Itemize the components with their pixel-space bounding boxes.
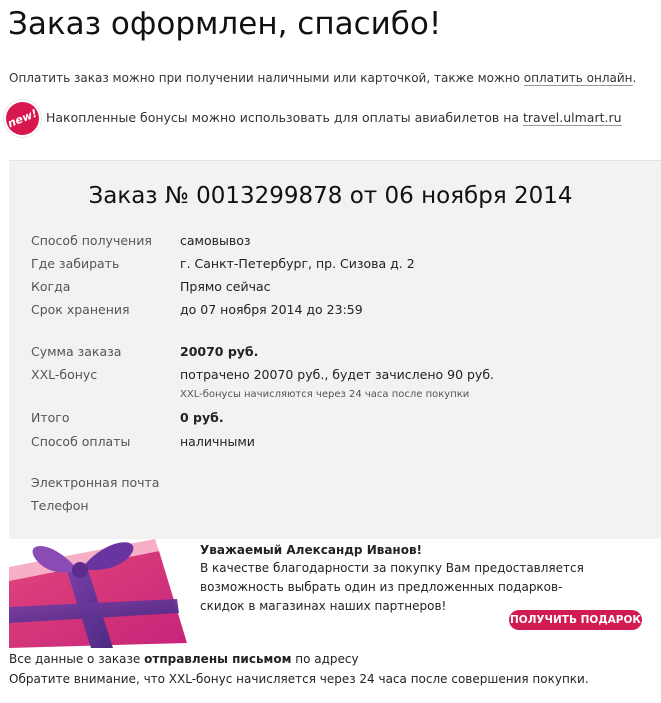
when-value: Прямо сейчас (180, 279, 271, 294)
order-emailed-note (9, 651, 359, 667)
storage-period-value: до 07 ноября 2014 до 23:59 (180, 302, 363, 317)
order-amount-value: 20070 руб. (180, 344, 259, 359)
payment-info (9, 70, 636, 86)
order-amount-label: Сумма заказа (31, 344, 122, 359)
order-emailed-post: по адресу (291, 652, 359, 666)
order-emailed-pre: Все данные о заказе (9, 652, 145, 666)
pay-online-link[interactable]: оплатить онлайн (523, 71, 633, 85)
gift-box-icon (9, 539, 199, 648)
delivery-method-label: Способ получения (31, 233, 152, 248)
xxl-bonus-note: XXL-бонусы начисляются через 24 часа после покупки (180, 389, 470, 400)
bonus-notice-text (46, 109, 622, 126)
email-label: Электронная почта (31, 475, 160, 490)
when-label: Когда (31, 279, 71, 294)
bonus-text: Накопленные бонусы можно использовать для оплаты авиабилетов на (46, 110, 523, 125)
delivery-method-value: самовывоз (180, 233, 251, 248)
new-badge-icon: new! (1, 97, 44, 140)
xxl-bonus-value: потрачено 20070 руб., будет зачислено 90 руб. (180, 367, 495, 382)
order-card (9, 160, 661, 648)
gift-banner (9, 539, 661, 648)
payment-info-text: Оплатить заказ можно при получении наличными или карточкой, также можно (9, 71, 524, 85)
order-emailed-bold: отправлены письмом (144, 652, 292, 666)
total-label: Итого (31, 410, 70, 425)
bonus-notice (6, 101, 656, 135)
xxl-bonus-label: XXL-бонус (31, 367, 98, 382)
storage-period-label: Срок хранения (31, 302, 130, 317)
pickup-address-label: Где забирать (31, 256, 120, 271)
order-title: Заказ № 0013299878 от 06 ноября 2014 (88, 183, 573, 209)
gift-greeting: Уважаемый Александр Иванов! (200, 543, 423, 557)
payment-method-value: наличными (180, 434, 255, 449)
gift-description: В качестве благодарности за покупку Вам предоставляется возможность выбрать один из предложенных подарков-скидок в магазинах наших партнеров! (200, 561, 584, 613)
payment-method-label: Способ оплаты (31, 434, 131, 449)
payment-info-suffix: . (632, 71, 637, 85)
phone-label: Телефон (31, 498, 89, 513)
pickup-address-value: г. Санкт-Петербург, пр. Сизова д. 2 (180, 256, 415, 271)
get-gift-button[interactable]: ПОЛУЧИТЬ ПОДАРОК (509, 610, 642, 630)
travel-link[interactable]: travel.ulmart.ru (523, 110, 622, 125)
total-value: 0 руб. (180, 410, 224, 425)
xxl-bonus-footnote: Обратите внимание, что XXL-бонус начисляется через 24 часа после совершения покупки. (9, 672, 589, 686)
page-title: Заказ оформлен, спасибо! (8, 6, 442, 42)
